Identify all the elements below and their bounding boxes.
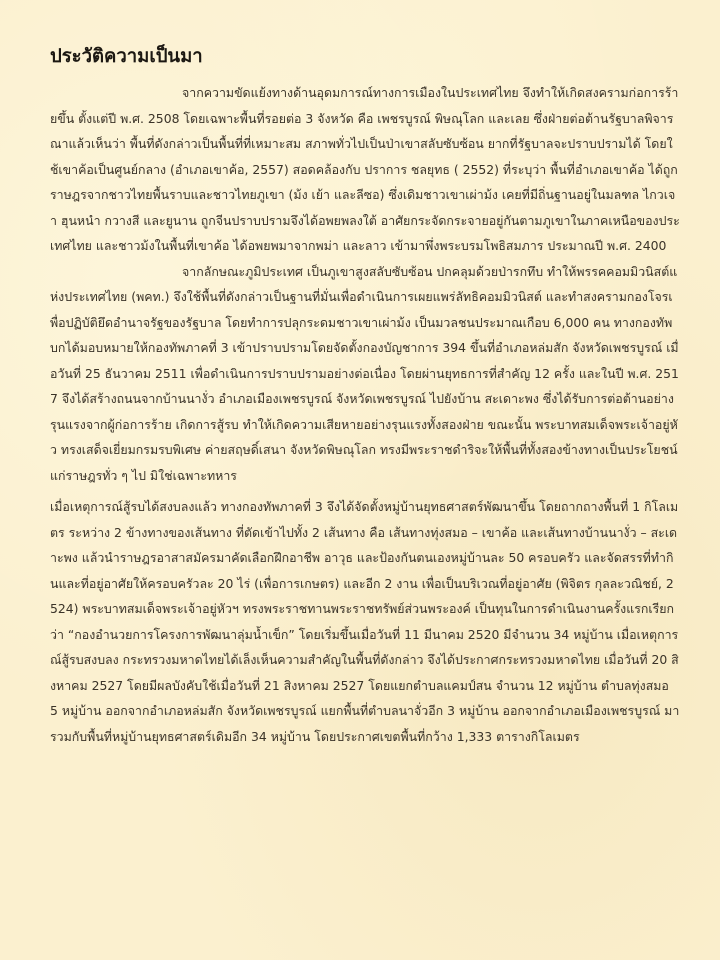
page-title: ประวัติความเป็นมา <box>50 46 203 67</box>
paragraph-terrain-and-military: จากลักษณะภูมิประเทศ เป็นภูเขาสูงสลับซับซ้อน ปกคลุมด้วยป่ารกทึบ ทำให้พรรคคอมมิวนิสต์แห่งประเทศไทย (พคท.) จึงใช้พื้นที่ดังกล่าวเป็นฐานที่มั่นเพื่อดำเนินการเผยแพร่ลัทธิคอมมิวนิสต์ และทำสงครามกองโจรเพื่อปฏิบัติยึดอำนาจรัฐของรัฐบาล โดยทำการปลุกระดมชาวเขาเผ่าม้ง เป็นมวลชนประมาณเกือบ 6,000 คน ทางกองทัพบกได้มอบหมายให้กองทัพภาคที่ 3 เข้าปราบปรามโดยจัดตั้งกองบัญชาการ 394 ขึ้นที่อำเภอหล่มสัก จังหวัดเพชรบูรณ์ เมื่อวันที่ 25 ธันวาคม 2511 เพื่อดำเนินการปราบปรามอย่างต่อเนื่อง โดยผ่านยุทธการที่สำคัญ 12 ครั้ง และในปี พ.ศ. 2517 จึงได้สร้างถนนจากบ้านนางั่ว อำเภอเมืองเพชรบูรณ์ จังหวัดเพชรบูรณ์ ไปยังบ้าน สะเดาะพง ซึ่งได้รับการต่อต้านอย่างรุนแรงจากผู้ก่อการร้าย เกิดการสู้รบ ทำให้เกิดความเสียหายอย่างรุนแรงทั้งสองฝ่าย ขณะนั้น พระบาทสมเด็จพระเจ้าอยู่หัว ทรงเสด็จเยี่ยมกรมรบพิเศษ ค่ายสฤษดิ์เสนา จังหวัดพิษณุโลก ทรงมีพระราชดำริจะให้พื้นที่ทั้งสองข้างทางเป็นประโยชน์แก่ราษฎรทั่ว ๆ ไป มิใช่เฉพาะทหาร <box>50 263 679 483</box>
paragraph-strategic-villages: เมื่อเหตุการณ์สู้รบได้สงบลงแล้ว ทางกองทัพภาคที่ 3 จึงได้จัดตั้งหมู่บ้านยุทธศาสตร์พัฒนาขึ้น โดยถากถางพื้นที่ 1 กิโลเมตร ระหว่าง 2 ข้างทางของเส้นทาง ที่ตัดเข้าไปทั้ง 2 เส้นทาง คือ เส้นทางทุ่งสมอ – เขาค้อ และเส้นทางบ้านนางั่ว – สะเดาะพง แล้วนำราษฎรอาสาสมัครมาคัดเลือกฝึกอาชีพ อาวุธ และป้องกันตนเองหมู่บ้านละ 50 ครอบครัว และจัดสรรที่ทำกินและที่อยู่อาศัยให้ครอบครัวละ 20 ไร่ (เพื่อการเกษตร) และอีก 2 งาน เพื่อเป็นบริเวณที่อยู่อาศัย (พิจิตร กุลละวณิชย์, 2524) พระบาทสมเด็จพระเจ้าอยู่หัวฯ ทรงพระราชทานพระราชทรัพย์ส่วนพระองค์ เป็นทุนในการดำเนินงานครั้งแรกเรียกว่า “กองอำนวยการโครงการพัฒนาลุ่มน้ำเข็ก” โดยเริ่มขึ้นเมื่อวันที่ 11 มีนาคม 2520 มีจำนวน 34 หมู่บ้าน เมื่อเหตุการณ์สู้รบสงบลง กระทรวงมหาดไทยได้เล็งเห็นความสำคัญในพื้นที่ดังกล่าว จึงได้ประกาศกระทรวงมหาดไทย เมื่อวันที่ 20 สิงหาคม 2527 โดยมีผลบังคับใช้เมื่อวันที่ 21 สิงหาคม 2527 โดยแยกตำบลแคมป์สน จำนวน 12 หมู่บ้าน ตำบลทุ่งสมอ 5 หมู่บ้าน ออกจากอำเภอหล่มสัก จังหวัดเพชรบูรณ์ แยกพื้นที่ตำบลนาจั่วอีก 3 หมู่บ้าน ออกจากอำเภอเมืองเพชรบูรณ์ มารวมกับพื้นที่หมู่บ้านยุทธศาสตร์เดิมอีก 34 หมู่บ้าน โดยประกาศเขตพื้นที่กว้าง 1,333 ตารางกิโลเมตร <box>50 499 680 744</box>
paragraph-conflict-origin: จากความขัดแย้งทางด้านอุดมการณ์ทางการเมืองในประเทศไทย จึงทำให้เกิดสงครามก่อการร้ายขึ้น ตั้งแต่ปี พ.ศ. 2508 โดยเฉพาะพื้นที่รอยต่อ 3 จังหวัด คือ เพชรบูรณ์ พิษณุโลก และเลย ซึ่งฝ่ายต่อต้านรัฐบาลพิจารณาแล้วเห็นว่า พื้นที่ดังกล่าวเป็นพื้นที่ที่เหมาะสม สภาพทั่วไปเป็นป่าเขาสลับซับซ้อน ยากที่รัฐบาลจะปราบปรามได้ โดยใช้เขาค้อเป็นศูนย์กลาง (อำเภอเขาค้อ, 2557) สอดคล้องกับ ปราการ ชลยุทธ ( 2552) ที่ระบุว่า พื้นที่อำเภอเขาค้อ ได้ถูกราษฎรจากชาวไทยพื้นราบและชาวไทยภูเขา (ม้ง เย้า และลีซอ) ซึ่งเดิมชาวเขาเผ่าม้ง เคยที่มีถิ่นฐานอยู่ในมลฑล ไกวเจา ฮุนหนำ กวางสี และยูนาน ถูกจีนปราบปรามจึงได้อพยพลงใต้ อาศัยกระจัดกระจายอยู่กันตามภูเขาในภาคเหนือของประเทศไทย และชาวม้งในพื้นที่เขาค้อ ได้อพยพมาจากพม่า และลาว เข้ามาพึ่งพระบรมโพธิสมภาร ประมาณปี พ.ศ. 2400 <box>50 85 680 253</box>
